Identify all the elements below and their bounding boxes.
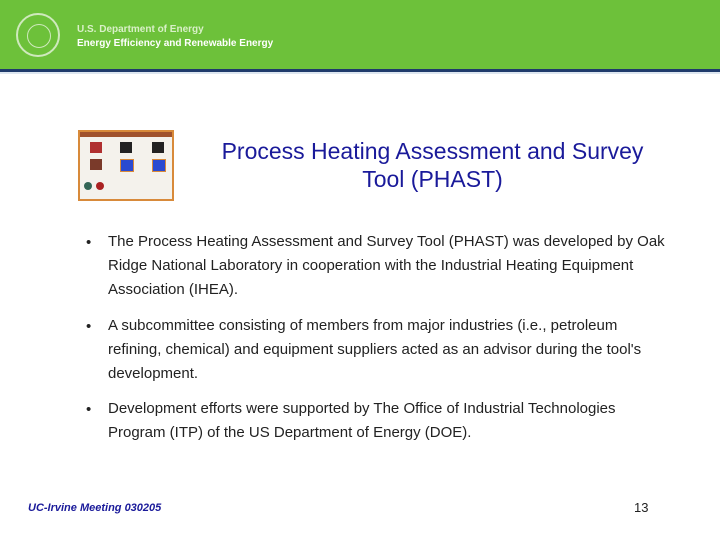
org-line1: U.S. Department of Energy: [77, 24, 204, 35]
header-banner: [0, 0, 720, 69]
footer-text: UC-Irvine Meeting 030205: [28, 502, 162, 514]
org-line2: Energy Efficiency and Renewable Energy: [77, 38, 274, 49]
bullet-marker: •: [86, 401, 92, 418]
bullet-marker: •: [86, 234, 92, 251]
bullet-marker: •: [86, 318, 92, 335]
slide-title: Process Heating Assessment and Survey Tool (PHAST): [221, 138, 644, 192]
bullet-text: The Process Heating Assessment and Survey Tool (PHAST) was developed by Oak Ridge National Laboratory in cooperation with the Industrial Heating Equipment Association (IHEA).: [108, 233, 665, 298]
doe-seal-icon: [16, 13, 60, 57]
bullet-text: Development efforts were supported by The Office of Industrial Technologies Program (ITP) of the US Department of Energy (DOE).: [108, 400, 616, 441]
header-divider-light: [0, 72, 720, 74]
phast-screenshot-thumbnail: [78, 130, 174, 201]
page-number: 13: [634, 500, 649, 515]
bullet-text: A subcommittee consisting of members from major industries (i.e., petroleum refining, chemical) and equipment suppliers acted as an advisor during the tool's development.: [108, 317, 642, 382]
